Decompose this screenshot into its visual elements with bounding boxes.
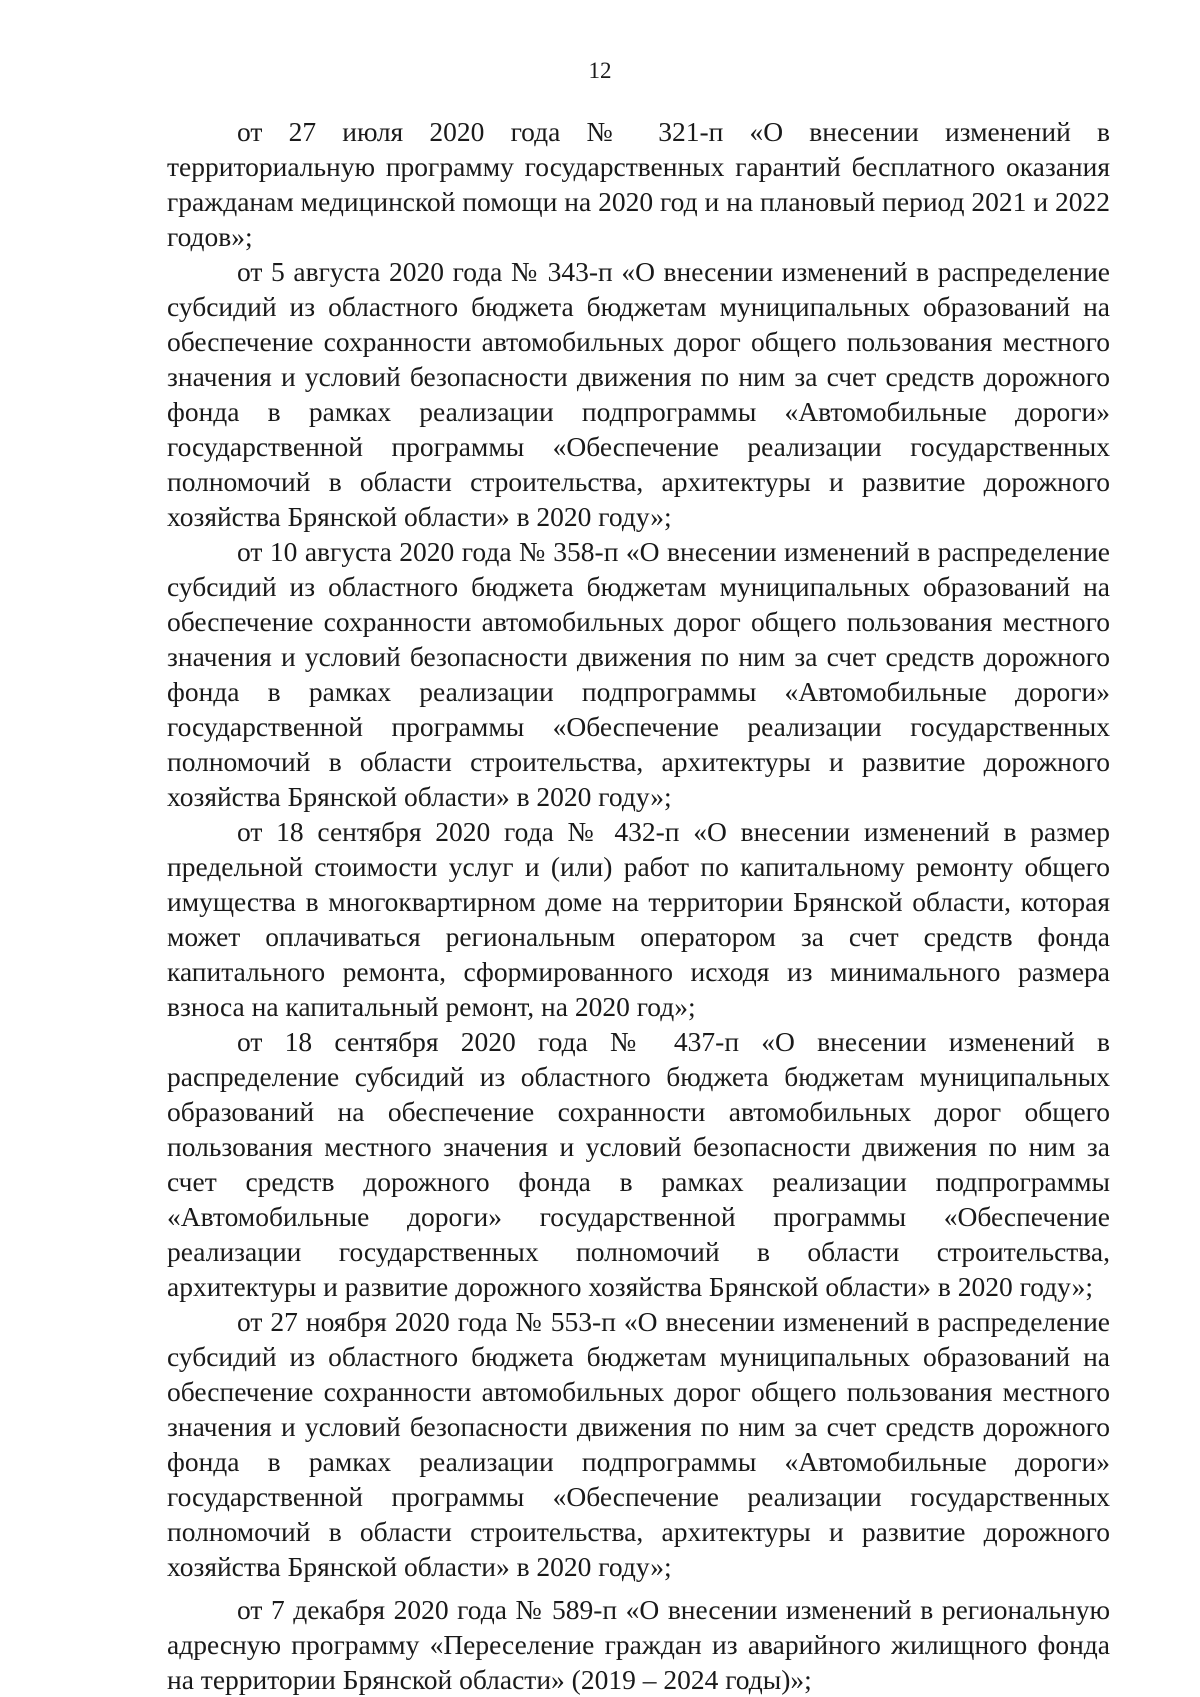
paragraph-resolution-321: от 27 июля 2020 года № 321-п «О внесении изменений в территориальную программу государственных гарантий бесплатного оказания гражданам медицинской помощи на 2020 год и на плановый период 2021 и 2022 годов»; xyxy=(167,116,1110,252)
document-body xyxy=(167,114,1110,1697)
paragraph-resolution-358: от 10 августа 2020 года № 358-п «О внесении изменений в распределение субсидий из областного бюджета бюджетам муниципальных образований на обеспечение сохранности автомобильных дорог общего пользования местного значения и условий безопасности движения по ним за счет средств дорожного фонда в рамках реализации подпрограммы «Автомобильные дороги» государственной программы «Обеспечение реализации государственных полномочий в области строительства, архитектуры и развитие дорожного хозяйства Брянской области» в 2020 году»; xyxy=(167,536,1110,812)
paragraph-resolution-432: от 18 сентября 2020 года № 432-п «О внесении изменений в размер предельной стоимости услуг и (или) работ по капитальному ремонту общего имущества в многоквартирном доме на территории Брянской области, которая может оплачиваться региональным оператором за счет средств фонда капитального ремонта, сформированного исходя из минимального размера взноса на капитальный ремонт, на 2020 год»; xyxy=(167,816,1110,1022)
page-number: 12 xyxy=(588,58,612,83)
paragraph-resolution-589: от 7 декабря 2020 года № 589-п «О внесении изменений в региональную адресную программу «Переселение граждан из аварийного жилищного фонда на территории Брянской области» (2019 – 2024 годы)»; xyxy=(167,1594,1110,1695)
paragraph-resolution-343: от 5 августа 2020 года № 343-п «О внесении изменений в распределение субсидий из областного бюджета бюджетам муниципальных образований на обеспечение сохранности автомобильных дорог общего пользования местного значения и условий безопасности движения по ним за счет средств дорожного фонда в рамках реализации подпрограммы «Автомобильные дороги» государственной программы «Обеспечение реализации государственных полномочий в области строительства, архитектуры и развитие дорожного хозяйства Брянской области» в 2020 году»; xyxy=(167,256,1110,532)
paragraph-resolution-553: от 27 ноября 2020 года № 553-п «О внесении изменений в распределение субсидий из областного бюджета бюджетам муниципальных образований на обеспечение сохранности автомобильных дорог общего пользования местного значения и условий безопасности движения по ним за счет средств дорожного фонда в рамках реализации подпрограммы «Автомобильные дороги» государственной программы «Обеспечение реализации государственных полномочий в области строительства, архитектуры и развитие дорожного хозяйства Брянской области» в 2020 году»; xyxy=(167,1306,1110,1582)
paragraph-resolution-437: от 18 сентября 2020 года № 437-п «О внесении изменений в распределение субсидий из областного бюджета бюджетам муниципальных образований на обеспечение сохранности автомобильных дорог общего пользования местного значения и условий безопасности движения по ним за счет средств дорожного фонда в рамках реализации подпрограммы «Автомобильные дороги» государственной программы «Обеспечение реализации государственных полномочий в области строительства, архитектуры и развитие дорожного хозяйства Брянской области» в 2020 году»; xyxy=(167,1026,1110,1302)
